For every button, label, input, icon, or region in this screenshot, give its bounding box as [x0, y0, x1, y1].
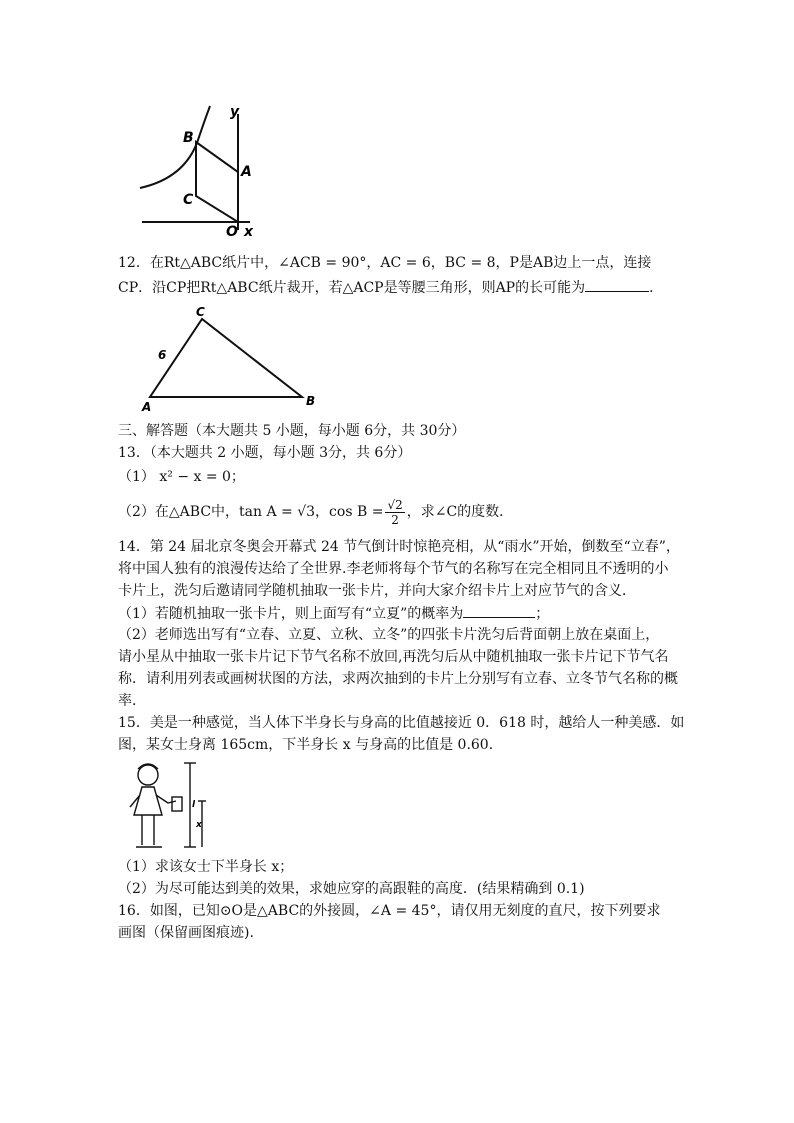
label-b: B [183, 130, 194, 146]
label-x: x [244, 224, 254, 240]
q15-part2: （2）为尽可能达到美的效果，求她应穿的高跟鞋的高度．(结果精确到 0.1) [118, 881, 585, 897]
hyperbola-curve [140, 106, 210, 188]
q14-part2-line3: 称．请利用列表或画树状图的方法，求两次抽到的卡片上分别写有立春、立冬节气名称的概 [118, 671, 678, 687]
q12-line1: 12．在Rt△ABC纸片中，∠ACB = 90°，AC = 6，BC = 8，P是AB边上一点，连接 [118, 255, 652, 271]
handbag [172, 797, 182, 811]
label-y: y [230, 104, 240, 120]
figure-triangle-abc [130, 305, 330, 415]
triangle-abc [150, 319, 302, 397]
q12-line2-end: ． [649, 280, 664, 296]
q13-part2-text: （2）在△ABC中，tan A = √3，cos B = [118, 504, 384, 520]
q12-answer-blank[interactable] [585, 277, 649, 292]
q16-line2: 画图（保留画图痕迹). [118, 925, 254, 941]
q13-part2 [118, 494, 513, 530]
label-o: O [226, 224, 238, 240]
q13-part2-end: ，求∠C的度数． [406, 504, 514, 520]
fraction-numerator: √2 [387, 497, 403, 512]
label-x: x [196, 820, 202, 830]
label-side-ac: 6 [158, 348, 167, 362]
q15-line2: 图，某女士身离 165cm，下半身长 x 与身高的比值是 0.60． [118, 737, 503, 753]
label-a: A [241, 164, 252, 180]
fraction-denominator: 2 [391, 512, 399, 527]
q14-part1-end: ； [535, 606, 550, 622]
parallelogram-abco [196, 142, 238, 222]
label-l: l [192, 800, 196, 810]
q14-line3: 卡片上，洗匀后邀请同学随机抽取一张卡片，并向大家介绍卡片上对应节气的含义． [118, 583, 636, 599]
q12-line2-text: CP．沿CP把Rt△ABC纸片裁开，若△ACP是等腰三角形，则AP的长可能为 [118, 280, 586, 296]
head [138, 765, 158, 785]
q14-line1: 14．第 24 届北京冬奥会开幕式 24 节气倒计时惊艳亮相，从“雨水”开始，倒数至“立春”， [118, 539, 680, 555]
label-c: C [183, 192, 194, 208]
q14-answer-blank[interactable] [463, 603, 535, 618]
q15-line1: 15．美是一种感觉，当人体下半身长与身高的比值越接近 0．618 时，越给人一种美感．如 [118, 715, 685, 731]
q14-part1 [118, 603, 549, 624]
q15-part1: （1）求该女士下半身长 x； [118, 859, 294, 875]
figure-woman-height [118, 757, 208, 853]
label-b: B [306, 394, 316, 408]
q14-line2: 将中国人独有的浪漫传达给了全世界.李老师将每个节气的名称写在完全相同且不透明的小 [118, 561, 669, 577]
label-a: A [142, 400, 152, 414]
dress [134, 787, 162, 815]
q14-part2-line1: （2）老师选出写有“立春、立夏、立秋、立冬”的四张卡片洗匀后背面朝上放在桌面上， [118, 627, 660, 643]
q12-line2 [118, 277, 663, 298]
q14-part2-line2: 请小星从中抽取一张卡片记下节气名称不放回,再洗匀后从中随机抽取一张卡片记下节气名 [118, 649, 669, 665]
q13-stem: 13．（本大题共 2 小题，每小题 3分，共 6分） [118, 445, 412, 461]
q13-part1: （1） x² − x = 0； [118, 469, 245, 485]
fraction [385, 498, 404, 527]
figure-coordinate-graph [130, 100, 270, 240]
section3-heading: 三、解答题（本大题共 5 小题，每小题 6分，共 30分） [118, 423, 466, 439]
q16-line1: 16．如图，已知⊙O是△ABC的外接圆，∠A = 45°，请仅用无刻度的直尺，按下列要求 [118, 903, 661, 919]
label-c: C [196, 305, 205, 319]
q14-part1-text: （1）若随机抽取一张卡片，则上面写有“立夏”的概率为 [118, 606, 464, 622]
q14-part2-line4: 率． [118, 693, 146, 709]
